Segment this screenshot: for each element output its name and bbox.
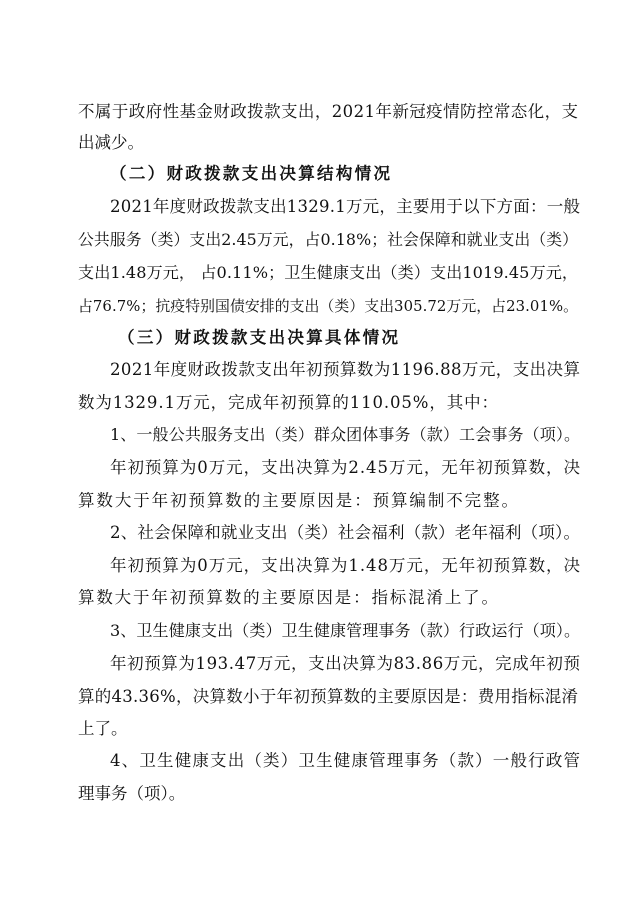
body-text-line: 4、卫生健康支出（类）卫生健康管理事务（款）一般行政管 <box>110 751 582 770</box>
section-heading-3: （三）财政拨款支出决算具体情况 <box>118 328 401 347</box>
body-text-line: 算数大于年初预算数的主要原因是：预算编制不完整。 <box>78 491 520 510</box>
body-text-line: 支出1.48万元， 占0.11%；卫生健康支出（类）支出1019.45万元， <box>78 263 579 282</box>
body-text-line: 算数大于年初预算数的主要原因是：指标混淆上了。 <box>78 588 500 607</box>
body-text-line: 占76.7%；抗疫特别国债安排的支出（类）支出305.72万元，占23.01%。 <box>78 297 579 315</box>
body-text-line: 1、一般公共服务支出（类）群众团体事务（款）工会事务（项）。 <box>110 425 581 444</box>
body-text-line: 年初预算为193.47万元，支出决算为83.86万元，完成年初预 <box>110 654 581 673</box>
section-heading-2: （二）财政拨款支出决算结构情况 <box>110 164 393 183</box>
body-text-line: 2、社会保障和就业支出（类）社会福利（款）老年福利（项）。 <box>110 523 581 542</box>
body-text-line: 上了。 <box>78 719 128 738</box>
body-text-line: 年初预算为0万元，支出决算为1.48万元，无年初预算数，决 <box>110 556 581 575</box>
body-text-line: 2021年度财政拨款支出年初预算数为1196.88万元，支出决算 <box>110 360 581 379</box>
body-text-line: 理事务（项）。 <box>78 784 186 803</box>
body-text-line: 不属于政府性基金财政拨款支出，2021年新冠疫情防控常态化，支 <box>78 102 579 121</box>
body-text-line: 出减少。 <box>78 133 144 152</box>
body-text-line: 年初预算为0万元，支出决算为2.45万元，无年初预算数，决 <box>110 458 581 477</box>
body-text-line: 2021年度财政拨款支出1329.1万元，主要用于以下方面：一般 <box>110 197 581 216</box>
body-text-line: 数为1329.1万元，完成年初预算的110.05%，其中： <box>78 393 499 412</box>
body-text-line: 3、卫生健康支出（类）卫生健康管理事务（款）行政运行（项）。 <box>110 621 581 640</box>
body-text-line: 算的43.36%，决算数小于年初预算数的主要原因是：费用指标混淆 <box>78 687 579 706</box>
body-text-line: 公共服务（类）支出2.45万元，占0.18%；社会保障和就业支出（类） <box>78 230 579 249</box>
